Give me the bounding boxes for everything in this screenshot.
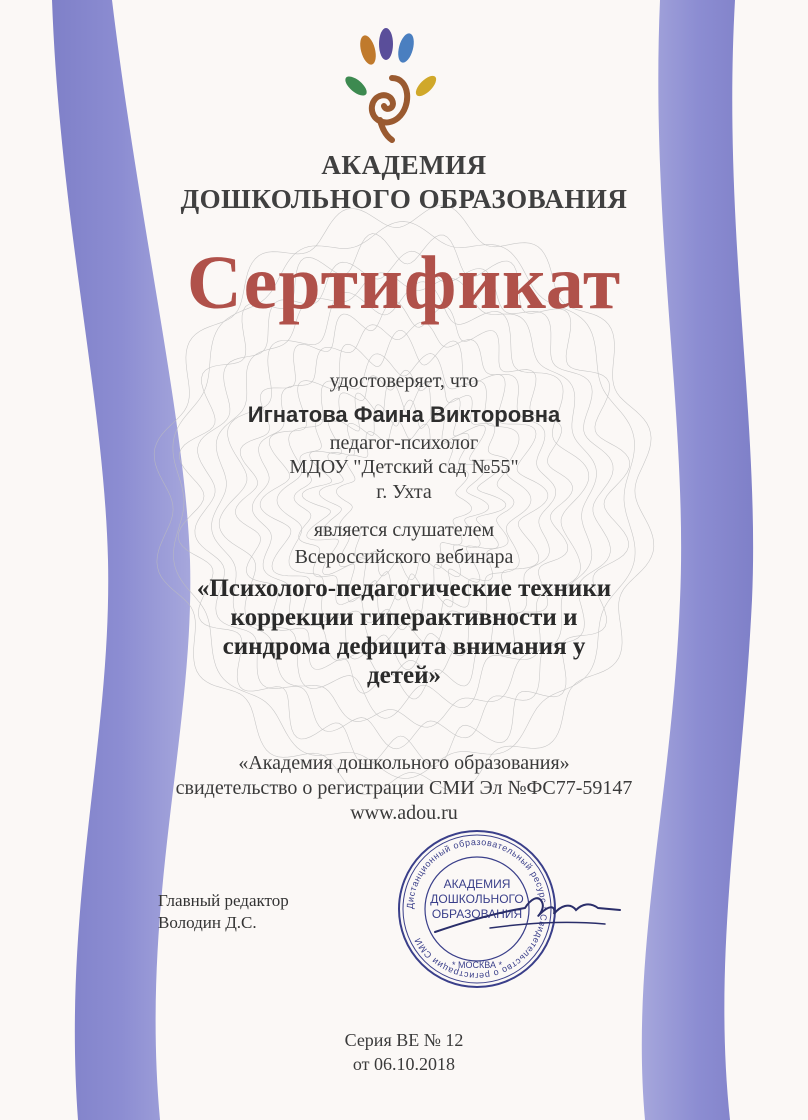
status-text: является слушателем: [313, 519, 495, 541]
publisher-website: www.adou.ru: [350, 802, 458, 824]
webinar-topic-line: детей»: [366, 662, 442, 689]
stamp-ring-text: Дистанционный образовательный ресурс * Свидетельство о регистрации СМИ: [404, 836, 550, 982]
stamp-center-line: АКАДЕМИЯ: [443, 877, 511, 891]
organization-name-line1: АКАДЕМИЯ: [321, 150, 487, 180]
certificate-date: от 06.10.2018: [352, 1054, 456, 1074]
recipient-name: Игнатова Фаина Викторовна: [247, 402, 561, 427]
editor-role: Главный редактор: [158, 891, 289, 910]
webinar-topic-line: синдрома дефицита внимания у: [222, 633, 586, 660]
certificate-title: Сертификат: [186, 241, 622, 325]
academy-hand-logo: [340, 28, 450, 143]
certifies-text: удостоверяет, что: [329, 370, 479, 392]
stamp-bottom-text: * МОСКВА *: [452, 960, 502, 970]
editor-block: [158, 890, 289, 934]
certificate-series: Серия ВЕ № 12: [344, 1030, 464, 1050]
editor-name: Володин Д.С.: [158, 913, 257, 932]
webinar-topic-line: коррекции гиперактивности и: [230, 604, 578, 631]
editor-signature: [430, 880, 630, 950]
stamp-center-line: ДОШКОЛЬНОГО: [430, 892, 524, 906]
organization-name-line2: ДОШКОЛЬНОГО ОБРАЗОВАНИЯ: [180, 184, 628, 214]
publisher-registration: свидетельство о регистрации СМИ Эл №ФС77-59147: [175, 777, 633, 799]
stamp-center-line: ОБРАЗОВАНИЯ: [431, 907, 523, 921]
recipient-position: педагог-психолог: [329, 432, 479, 454]
webinar-topic-line: «Психолого-педагогические техники: [196, 575, 612, 602]
recipient-institution: МДОУ "Детский сад №55": [289, 456, 519, 478]
recipient-city: г. Ухта: [376, 481, 432, 503]
event-type: Всероссийского вебинара: [294, 546, 514, 568]
publisher-name: «Академия дошкольного образования»: [238, 752, 570, 774]
